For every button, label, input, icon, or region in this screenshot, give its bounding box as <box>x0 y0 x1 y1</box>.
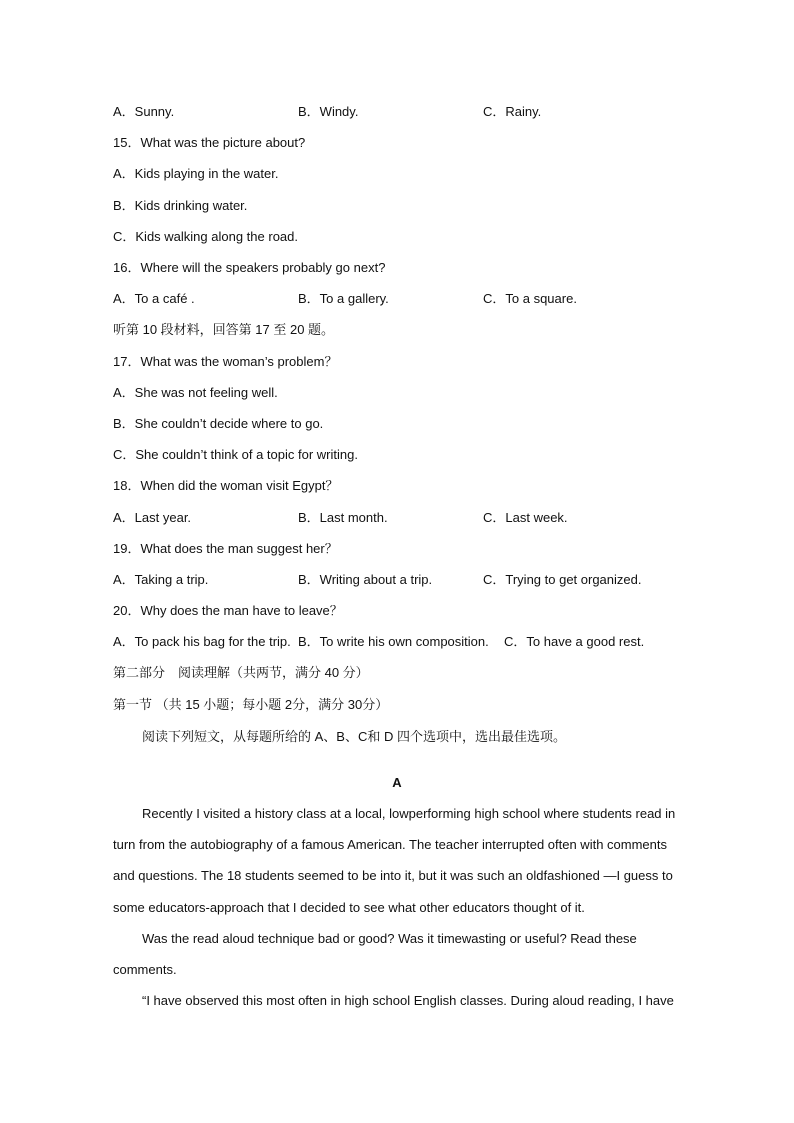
q17-option-c: C．She couldn’t think of a topic for writing. <box>113 447 358 462</box>
q20-option-b: B．To write his own composition. <box>298 634 489 649</box>
q20-option-a: A．To pack his bag for the trip. <box>113 634 291 649</box>
q16-option-c: C．To a square. <box>483 291 577 306</box>
q17-question: 17．What was the woman’s problem？ <box>113 354 338 369</box>
q18-option-c: C．Last week. <box>483 510 568 525</box>
q19-option-c: C．Trying to get organized. <box>483 572 642 587</box>
q19-option-a: A．Taking a trip. <box>113 572 209 587</box>
q20-question: 20．Why does the man have to leave？ <box>113 603 343 618</box>
q18-options <box>113 510 568 526</box>
section1-title: 第一节 （共 15 小题；每小题 2分，满分 30分） <box>113 697 389 712</box>
q15-option-b: B．Kids drinking water. <box>113 198 248 213</box>
q16-option-b: B．To a gallery. <box>298 291 389 306</box>
q15-option-c: C．Kids walking along the road. <box>113 229 298 244</box>
q17-option-a: A．She was not feeling well. <box>113 385 278 400</box>
part2-title: 第二部分 阅读理解（共两节，满分 40 分） <box>113 665 369 680</box>
passage-line-2: turn from the autobiography of a famous American. The teacher interrupted often with comments <box>113 837 667 852</box>
q18-option-b: B．Last month. <box>298 510 388 525</box>
passage-line-6: comments. <box>113 962 177 977</box>
passage-line-3: and questions. The 18 students seemed to be into it, but it was such an oldfashioned —I guess to <box>113 868 673 883</box>
q19-option-b: B．Writing about a trip. <box>298 572 433 587</box>
q20-options <box>113 634 644 650</box>
q14-option-a: A．Sunny. <box>113 104 175 119</box>
q20-option-c: C．To have a good rest. <box>504 634 645 649</box>
passage-label: A <box>392 775 402 790</box>
q15-question: 15．What was the picture about? <box>113 135 306 150</box>
passage-line-7: “I have observed this most often in high school English classes. During aloud reading, I have <box>142 993 674 1008</box>
passage-line-4: some educators-approach that I decided to see what other educators thought of it. <box>113 900 585 915</box>
q18-question: 18．When did the woman visit Egypt？ <box>113 478 339 493</box>
q17-option-b: B．She couldn’t decide where to go. <box>113 416 324 431</box>
q14-options <box>113 104 541 120</box>
q14-option-c: C．Rainy. <box>483 104 542 119</box>
q16-options <box>113 291 577 307</box>
section10-instruction: 听第 10 段材料，回答第 17 至 20 题。 <box>113 322 335 337</box>
q19-question: 19．What does the man suggest her？ <box>113 541 338 556</box>
section1-instruction: 阅读下列短文，从每题所给的 A、B、C和 D 四个选项中，选出最佳选项。 <box>142 729 566 744</box>
passage-line-1: Recently I visited a history class at a local, lowperforming high school where students read in <box>142 806 676 821</box>
q16-option-a: A．To a café . <box>113 291 195 306</box>
q18-option-a: A．Last year. <box>113 510 192 525</box>
q16-question: 16．Where will the speakers probably go next? <box>113 260 386 275</box>
passage-line-5: Was the read aloud technique bad or good? Was it timewasting or useful? Read these <box>142 931 637 946</box>
q14-option-b: B．Windy. <box>298 104 359 119</box>
q19-options <box>113 572 641 588</box>
q15-option-a: A．Kids playing in the water. <box>113 166 279 181</box>
